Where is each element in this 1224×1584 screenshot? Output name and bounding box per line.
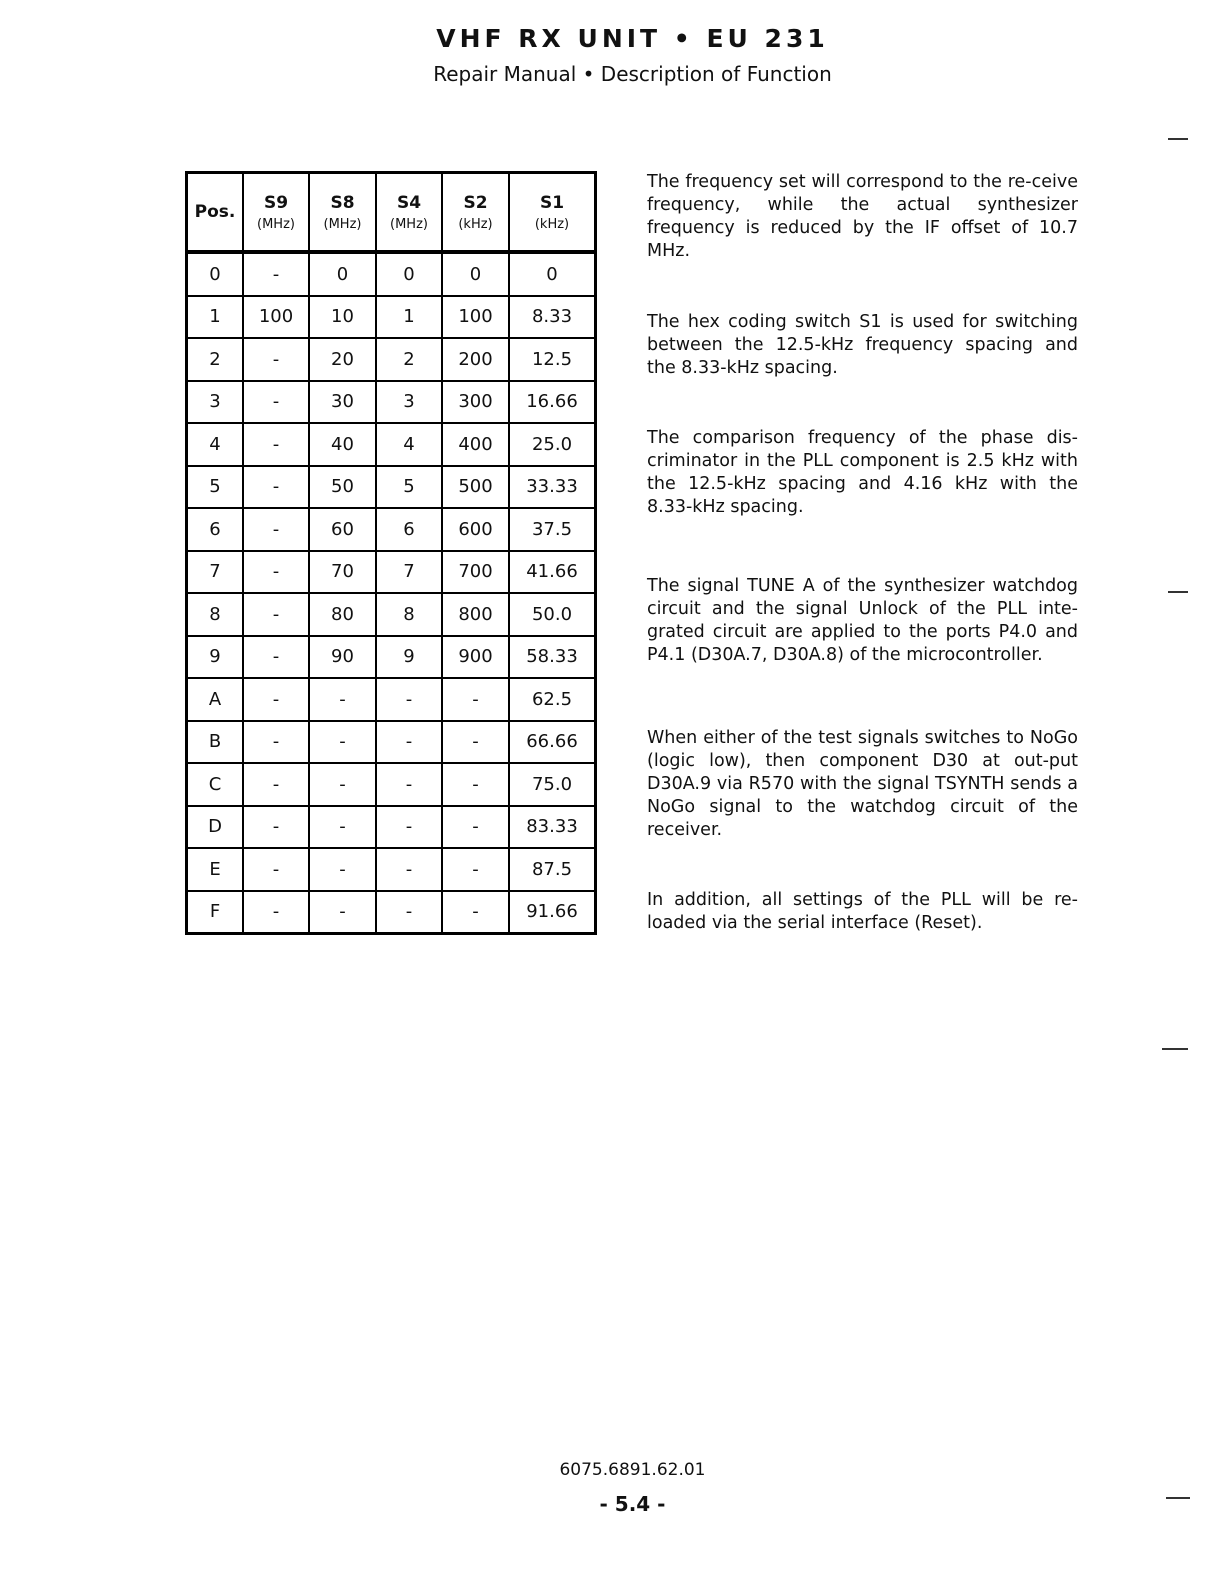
- table-cell: 9: [376, 636, 442, 679]
- table-cell: 600: [442, 508, 509, 551]
- table-cell: -: [442, 848, 509, 891]
- table-cell: -: [243, 721, 309, 764]
- table-cell: 30: [309, 381, 376, 424]
- table-cell: -: [243, 593, 309, 636]
- table-cell: 80: [309, 593, 376, 636]
- page-number: - 5.4 -: [599, 1492, 666, 1516]
- table-cell: 50: [309, 466, 376, 509]
- table-cell: 8.33: [509, 296, 596, 339]
- table-cell: 2: [187, 338, 244, 381]
- table-cell: 25.0: [509, 423, 596, 466]
- table-cell: -: [309, 848, 376, 891]
- table-cell: 91.66: [509, 891, 596, 934]
- table-cell: 58.33: [509, 636, 596, 679]
- table-cell: 5: [376, 466, 442, 509]
- table-row: [187, 551, 596, 594]
- table-cell: -: [309, 806, 376, 849]
- paragraph-comparison-frequency: The comparison frequency of the phase dis-criminator in the PLL component is 2.5 kHz with the 12.5-kHz spacing and 4.16 kHz with the 8.33-kHz spacing.: [647, 428, 1078, 517]
- table-cell: -: [442, 678, 509, 721]
- header-s4: S4 (MHz): [376, 173, 442, 253]
- header-s9: S9 (MHz): [243, 173, 309, 253]
- table-cell: -: [309, 721, 376, 764]
- table-cell: -: [243, 763, 309, 806]
- table-cell: 100: [243, 296, 309, 339]
- table-cell: 100: [442, 296, 509, 339]
- table-cell: 10: [309, 296, 376, 339]
- table-cell: A: [187, 678, 244, 721]
- table-cell: 300: [442, 381, 509, 424]
- table-cell: 700: [442, 551, 509, 594]
- table-cell: 8: [376, 593, 442, 636]
- table-cell: -: [243, 381, 309, 424]
- document-number: 6075.6891.62.01: [559, 1460, 706, 1480]
- table-cell: 900: [442, 636, 509, 679]
- table-cell: -: [243, 466, 309, 509]
- table-cell: -: [243, 678, 309, 721]
- table-cell: 7: [376, 551, 442, 594]
- table-cell: 3: [376, 381, 442, 424]
- table-cell: 20: [309, 338, 376, 381]
- table-cell: 83.33: [509, 806, 596, 849]
- table-cell: -: [243, 423, 309, 466]
- table-row: [187, 381, 596, 424]
- table-cell: -: [243, 806, 309, 849]
- table-row: [187, 296, 596, 339]
- table-cell: 60: [309, 508, 376, 551]
- document-title: VHF RX UNIT • EU 231: [436, 24, 829, 53]
- table-cell: 6: [376, 508, 442, 551]
- table-cell: 8: [187, 593, 244, 636]
- table-cell: -: [442, 721, 509, 764]
- table-cell: 50.0: [509, 593, 596, 636]
- table-cell: 90: [309, 636, 376, 679]
- header-s2: S2 (kHz): [442, 173, 509, 253]
- margin-mark: [1166, 1497, 1190, 1499]
- table-row: [187, 423, 596, 466]
- table-cell: 1: [187, 296, 244, 339]
- table-cell: 7: [187, 551, 244, 594]
- table-cell: 1: [376, 296, 442, 339]
- table-cell: 0: [376, 252, 442, 296]
- table-cell: 0: [442, 252, 509, 296]
- table-row: [187, 806, 596, 849]
- table-cell: -: [376, 721, 442, 764]
- table-row: [187, 252, 596, 296]
- table-row: [187, 848, 596, 891]
- table-cell: -: [309, 678, 376, 721]
- margin-mark: [1168, 138, 1188, 140]
- margin-mark: [1162, 1048, 1188, 1050]
- table-cell: 0: [509, 252, 596, 296]
- table-cell: F: [187, 891, 244, 934]
- table-cell: 62.5: [509, 678, 596, 721]
- table-cell: 66.66: [509, 721, 596, 764]
- table-cell: 4: [376, 423, 442, 466]
- switch-position-table: [185, 171, 597, 935]
- table-cell: 16.66: [509, 381, 596, 424]
- table-cell: 37.5: [509, 508, 596, 551]
- table-row: [187, 508, 596, 551]
- table-row: [187, 721, 596, 764]
- table-cell: -: [243, 636, 309, 679]
- paragraph-tune-signal: The signal TUNE A of the synthesizer watchdog circuit and the signal Unlock of the PLL inte-grated circuit are applied to the ports P4.0 and P4.1 (D30A.7, D30A.8) of the microcontroller.: [647, 576, 1078, 665]
- table-cell: -: [442, 806, 509, 849]
- table-cell: -: [376, 891, 442, 934]
- table-cell: 200: [442, 338, 509, 381]
- table-row: [187, 466, 596, 509]
- table-cell: 40: [309, 423, 376, 466]
- table-cell: 9: [187, 636, 244, 679]
- table-header-row: [187, 173, 596, 253]
- table-cell: -: [243, 891, 309, 934]
- table-cell: 75.0: [509, 763, 596, 806]
- table-cell: -: [243, 551, 309, 594]
- margin-mark: [1168, 591, 1188, 593]
- table-row: [187, 678, 596, 721]
- table-cell: B: [187, 721, 244, 764]
- table-row: [187, 338, 596, 381]
- table-cell: 12.5: [509, 338, 596, 381]
- document-subtitle: Repair Manual • Description of Function: [433, 62, 832, 86]
- table-cell: -: [243, 252, 309, 296]
- table-cell: -: [376, 763, 442, 806]
- paragraph-reset: In addition, all settings of the PLL will be re-loaded via the serial interface (Reset).: [647, 890, 1078, 933]
- header-pos: Pos.: [187, 173, 244, 253]
- header-s8: S8 (MHz): [309, 173, 376, 253]
- table-row: [187, 593, 596, 636]
- table-cell: -: [243, 508, 309, 551]
- table-cell: -: [442, 891, 509, 934]
- table-cell: 70: [309, 551, 376, 594]
- table-cell: 4: [187, 423, 244, 466]
- table-cell: 87.5: [509, 848, 596, 891]
- paragraph-frequency-set: The frequency set will correspond to the re-ceive frequency, while the actual synthesizer frequency is reduced by the IF offset of 10.7 MHz.: [647, 172, 1078, 261]
- table-cell: 0: [309, 252, 376, 296]
- table-cell: E: [187, 848, 244, 891]
- table-cell: 2: [376, 338, 442, 381]
- table-body: [187, 252, 596, 934]
- paragraph-nogo: When either of the test signals switches to NoGo (logic low), then component D30 at out-put D30A.9 via R570 with the signal TSYNTH sends a NoGo signal to the watchdog circuit of the receiver.: [647, 728, 1078, 840]
- table-cell: 800: [442, 593, 509, 636]
- table-cell: 33.33: [509, 466, 596, 509]
- table-cell: 3: [187, 381, 244, 424]
- table-cell: C: [187, 763, 244, 806]
- table-cell: -: [243, 848, 309, 891]
- table-row: [187, 636, 596, 679]
- header-s1: S1 (kHz): [509, 173, 596, 253]
- table-cell: D: [187, 806, 244, 849]
- table-cell: -: [309, 763, 376, 806]
- table-cell: -: [376, 848, 442, 891]
- table-cell: -: [309, 891, 376, 934]
- table-cell: 500: [442, 466, 509, 509]
- table-cell: -: [243, 338, 309, 381]
- table-row: [187, 763, 596, 806]
- table-cell: 5: [187, 466, 244, 509]
- table-cell: -: [376, 806, 442, 849]
- table-cell: 0: [187, 252, 244, 296]
- table-cell: 6: [187, 508, 244, 551]
- table-cell: -: [442, 763, 509, 806]
- paragraph-hex-switch: The hex coding switch S1 is used for switching between the 12.5-kHz frequency spacing and the 8.33-kHz spacing.: [647, 312, 1078, 378]
- table-cell: 400: [442, 423, 509, 466]
- table-cell: 41.66: [509, 551, 596, 594]
- table-row: [187, 891, 596, 934]
- table-cell: -: [376, 678, 442, 721]
